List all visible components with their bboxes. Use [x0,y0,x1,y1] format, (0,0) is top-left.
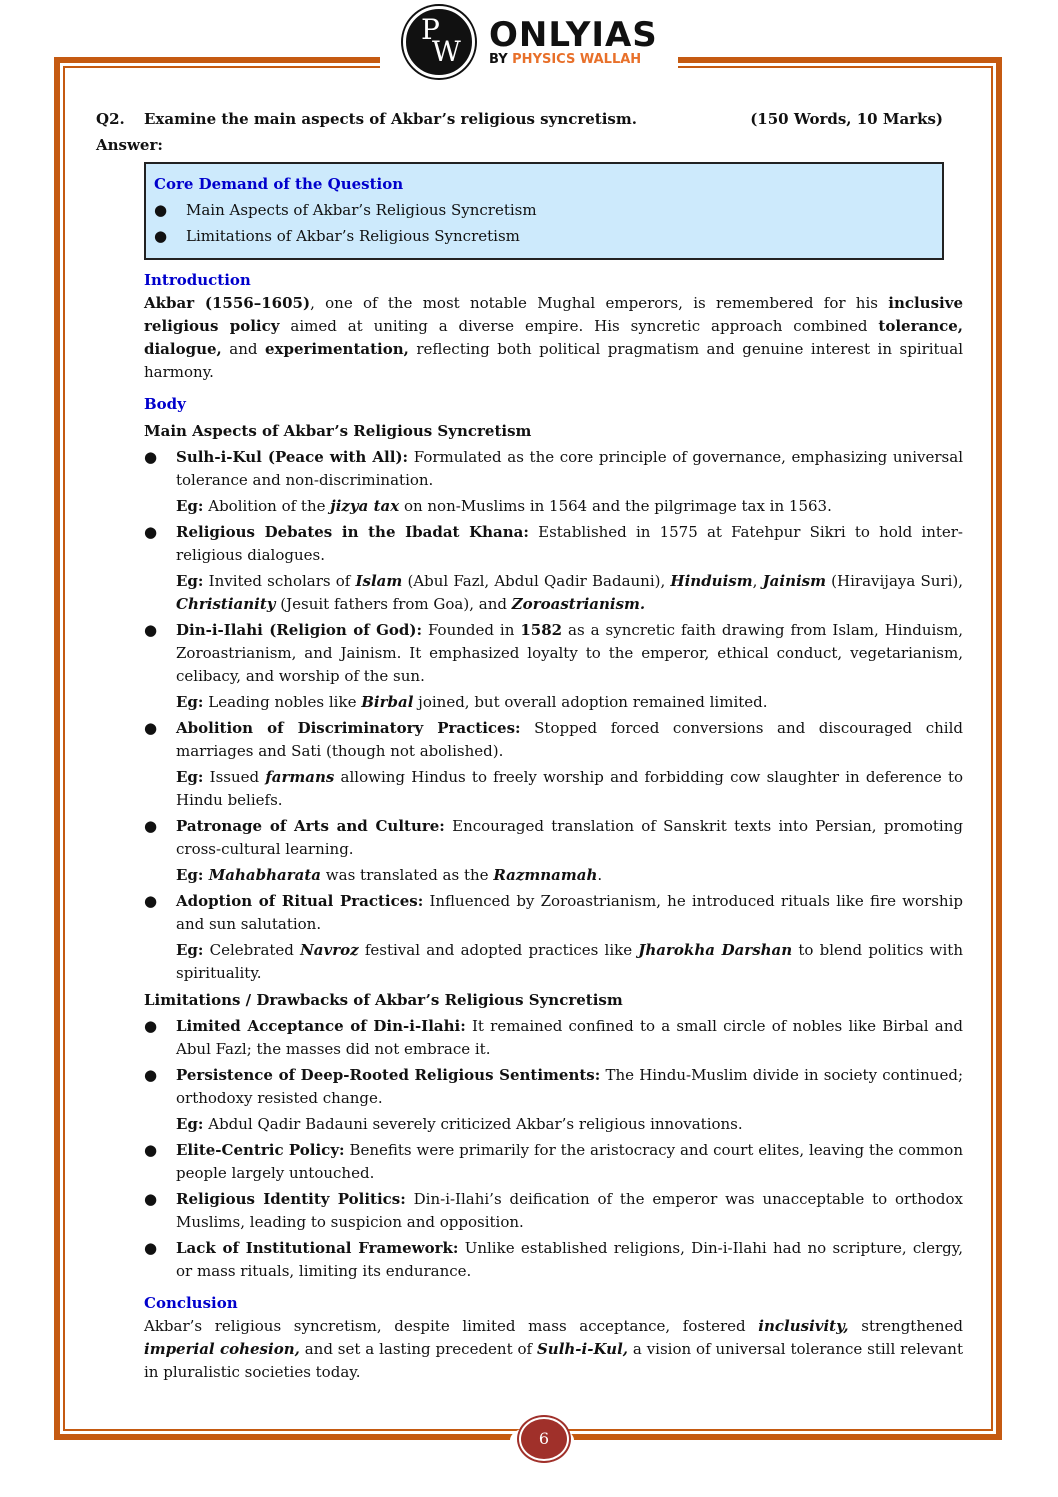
text-run: Hinduism [670,572,753,590]
text-run: to blend politics with spirituality. [176,941,963,982]
text-run: Established in 1575 at Fatehpur Sikri to hold inter-religious dialogues. [176,523,963,564]
document-content [96,108,963,1384]
text-run: Elite-Centric Policy: [176,1141,345,1159]
text-run: Akbar’s religious syncretism, despite limited mass acceptance, fostered [144,1317,759,1335]
text-run: inclusive religious policy [144,294,963,335]
brand-by: BY [489,52,508,67]
text-run: Razmnamah [493,866,598,884]
text-run: Persistence of Deep-Rooted Religious Sentiments: [176,1066,601,1084]
question-text: Examine the main aspects of Akbar’s religious syncretism. [144,110,637,128]
example-text [176,570,963,616]
body-heading: Body [144,395,186,413]
brand-sub: PHYSICS WALLAH [512,52,642,67]
list-item [144,1064,963,1110]
text-run: . [597,866,603,884]
bullet-icon: ● [144,1239,158,1257]
list-item-text [176,890,963,936]
example-text [176,939,963,985]
list-item-text [176,1064,963,1110]
text-run: (Jesuit fathers from Goa), and [275,595,512,613]
text-run: Navroz [300,941,359,959]
text-run: Islam [355,572,403,590]
text-run: reflecting both political pragmatism and genuine interest in spiritual harmony. [144,340,963,381]
text-run: Eg: [176,497,204,515]
brand-wordmark [489,17,658,67]
bullet-icon: ● [144,621,158,639]
text-run: jizya tax [330,497,400,515]
list-item [144,1237,963,1283]
core-demand-text: Main Aspects of Akbar’s Religious Syncretism [186,201,537,219]
text-run: Din-i-Ilahi (Religion of God): [176,621,423,639]
text-run: Akbar (1556–1605) [144,294,311,312]
page-number: 6 [519,1417,569,1461]
text-run: a vision of universal tolerance still relevant in pluralistic societies today. [144,1340,963,1381]
text-run: Formulated as the core principle of governance, emphasizing universal tolerance and non-discrimination. [176,448,963,489]
text-run: It remained confined to a small circle of nobles like Birbal and Abul Fazl; the masses did not embrace it. [176,1017,964,1058]
text-run: Birbal [361,693,414,711]
aspects-list [144,446,963,985]
introduction-paragraph [144,292,963,384]
answer-label: Answer: [96,136,163,154]
text-run: The Hindu-Muslim divide in society continued; orthodoxy resisted change. [176,1066,963,1107]
text-run: Patronage of Arts and Culture: [176,817,445,835]
logo [403,6,658,78]
text-run: Christianity [176,595,276,613]
text-run: Leading nobles like [203,693,362,711]
text-run: allowing Hindus to freely worship and forbidding cow slaughter in deference to Hindu beliefs. [176,768,964,809]
brand-name: ONLYIAS [489,15,658,55]
example-text [176,864,963,887]
list-item-text [176,521,963,567]
text-run: festival and adopted practices like [358,941,639,959]
text-run: Eg: [176,572,204,590]
text-run: experimentation, [265,340,409,358]
text-run: farmans [265,768,335,786]
text-run: tolerance, dialogue, [144,317,963,358]
list-item [144,890,963,936]
list-item-text [176,1139,963,1185]
list-item-text [176,619,963,688]
text-run: (Abul Fazl, Abdul Qadir Badauni), [402,572,671,590]
limits-list [144,1015,963,1283]
limits-title: Limitations / Drawbacks of Akbar’s Religious Syncretism [144,991,623,1009]
conclusion-paragraph [144,1315,963,1384]
list-item [144,521,963,567]
text-run: inclusivity, [758,1317,849,1335]
example-text [176,766,963,812]
text-run: 1582 [520,621,563,639]
question-marks: (150 Words, 10 Marks) [750,110,943,128]
core-demand-item [154,225,934,248]
text-run: Eg: [176,693,204,711]
text-run: Eg: [176,866,209,884]
text-run: Unlike established religions, Din-i-Ilahi had no scripture, clergy, or mass rituals, limiting its endurance. [176,1239,964,1280]
core-demand-title: Core Demand of the Question [154,175,404,193]
text-run: strengthened [848,1317,963,1335]
text-run: was translated as the [321,866,494,884]
question [96,108,963,131]
question-number: Q2. [96,110,125,128]
text-run: Benefits were primarily for the aristocracy and court elites, leaving the common people largely untouched. [176,1141,964,1182]
list-item-text [176,815,963,861]
list-item-text [176,717,963,763]
example-text [176,1113,963,1136]
list-item [144,815,963,861]
text-run: and set a lasting precedent of [299,1340,537,1358]
bullet-icon: ● [144,1141,158,1159]
bullet-icon: ● [144,448,158,466]
text-run: joined, but overall adoption remained limited. [413,693,768,711]
text-run: Invited scholars of [203,572,356,590]
list-item [144,1188,963,1234]
text-run: , [752,572,763,590]
brand-subtitle [489,53,658,67]
text-run: Adoption of Ritual Practices: [176,892,424,910]
text-run: Din-i-Ilahi’s deification of the emperor was unacceptable to orthodox Muslims, leading to suspicion and opposition. [176,1190,963,1231]
example-text [176,495,963,518]
list-item [144,446,963,492]
text-run: Lack of Institutional Framework: [176,1239,459,1257]
bullet-icon: ● [144,719,158,737]
bullet-icon: ● [154,227,168,245]
example-text [176,691,963,714]
text-run: on non-Muslims in 1564 and the pilgrimage tax in 1563. [399,497,832,515]
list-item-text [176,1237,963,1283]
text-run: Abolition of the [203,497,331,515]
conclusion-heading: Conclusion [144,1294,238,1312]
text-run: Religious Identity Politics: [176,1190,406,1208]
list-item-text [176,446,963,492]
list-item-text [176,1188,963,1234]
text-run: Encouraged translation of Sanskrit texts into Persian, promoting cross-cultural learning. [176,817,963,858]
core-demand-text: Limitations of Akbar’s Religious Syncretism [186,227,520,245]
text-run: as a syncretic faith drawing from Islam, Hinduism, Zoroastrianism, and Jainism. It emphasized loyalty to the emperor, ethical conduct, vegetarianism, celibacy, and worship of the sun. [176,621,963,685]
text-run: Jainism [762,572,826,590]
text-run: Abdul Qadir Badauni severely criticized Akbar’s religious innovations. [203,1115,743,1133]
text-run: Issued [203,768,266,786]
list-item [144,1015,963,1061]
bullet-icon: ● [144,1066,158,1084]
text-run: Sulh-i-Kul, [536,1340,628,1358]
text-run: and [221,340,265,358]
text-run: Eg: [176,941,204,959]
text-run: Limited Acceptance of Din-i-Ilahi: [176,1017,466,1035]
bullet-icon: ● [144,1190,158,1208]
bullet-icon: ● [144,1017,158,1035]
text-run: Sulh-i-Kul (Peace with All): [176,448,409,466]
bullet-icon: ● [144,892,158,910]
text-run: Jharokha Darshan [638,941,793,959]
text-run: Zoroastrianism. [511,595,646,613]
list-item-text [176,1015,963,1061]
text-run: Influenced by Zoroastrianism, he introduced rituals like fire worship and sun salutation. [176,892,963,933]
text-run: Eg: [176,1115,204,1133]
text-run: Mahabharata [208,866,322,884]
core-demand-item [154,199,934,222]
text-run: Stopped forced conversions and discouraged child marriages and Sati (though not abolished). [176,719,963,760]
text-run: imperial cohesion, [144,1340,300,1358]
list-item [144,619,963,688]
introduction-heading: Introduction [144,271,251,289]
pw-logo-mark: P W [403,6,475,78]
text-run: Eg: [176,768,204,786]
text-run: Founded in [422,621,521,639]
text-run: Celebrated [203,941,301,959]
bullet-icon: ● [144,523,158,541]
list-item [144,1139,963,1185]
bullet-icon: ● [144,817,158,835]
text-run: Abolition of Discriminatory Practices: [176,719,521,737]
text-run: , one of the most notable Mughal emperors, is remembered for his [310,294,889,312]
aspects-title: Main Aspects of Akbar’s Religious Syncretism [144,422,532,440]
answer-body [144,269,963,1384]
text-run: Religious Debates in the Ibadat Khana: [176,523,529,541]
bullet-icon: ● [154,201,168,219]
text-run: (Hiravijaya Suri), [826,572,963,590]
core-demand-box [144,162,944,260]
text-run: aimed at uniting a diverse empire. His syncretic approach combined [279,317,879,335]
list-item [144,717,963,763]
